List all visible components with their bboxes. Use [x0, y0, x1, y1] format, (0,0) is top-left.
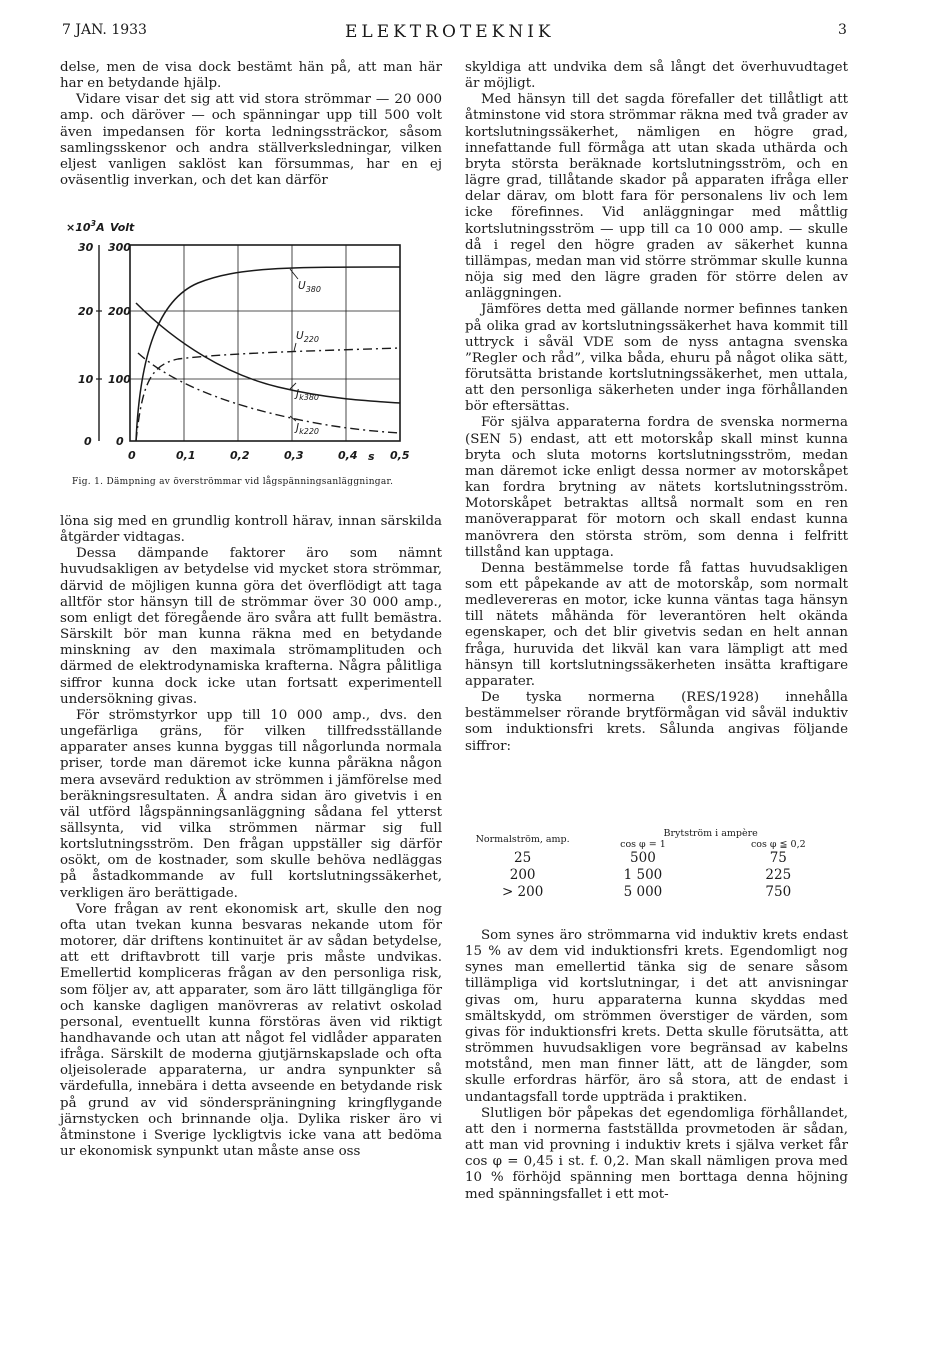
label-leader: [290, 269, 298, 279]
y-right-tick: 200: [108, 305, 131, 318]
table-header-cos02: cos φ ≦ 0,2: [750, 839, 806, 850]
breaking-current-table: [470, 828, 846, 901]
y-right-tick: 300: [108, 241, 131, 254]
curve-jk220: [138, 353, 400, 433]
table-cell: 75: [769, 850, 787, 866]
paragraph: Vore frågan av rent ekonomisk art, skulle den nog ofta utan tvekan kunna besvaras nekande utom för motorer, där driftens kontinuitet är av sådan betydelse, att ett driftavbrott till varje pris måste undvikas. Emellertid kompliceras frågan av den personliga risk, som följer av, att apparater, som äro lätt tillgängliga för och kanske dagligen manövreras av relativt oskolad personal, eventuellt kunna förstöras även vid riktigt handhavande och utan att något fel vidlåder apparaten ifråga. Särskilt de moderna gjutjärnskapslade och ofta oljeisolerade apparaterna, ur andra synpunkter så värdefulla, innebära i detta avseende en betydande risk på grund av vid sönderspräningning kringflygande järnstycken och brinnande olja. Dylika risker äro vi åtminstone i Sverige lyckligtvis icke vana att bedöma ur ekonomisk synpunkt utan måste anse oss: [60, 901, 442, 1160]
table-row: [470, 850, 846, 867]
table-cell: 25: [514, 850, 532, 866]
label-jk380: $J_{k380}$: [296, 388, 320, 402]
paragraph: Som synes äro strömmarna vid induktiv krets endast 15 % av dem vid induktionsfri krets. Egendomligt nog synes man emellertid tänka sig de senare såsom tillämpliga vid kortslutningar, i det att anvisningar givas om, huru apparaterna kunna skyddas med smältskydd, om strömmen överstiger de värden, som givas för induktionsfri krets. Detta skulle förutsätta, att strömmen huvudsakligen vore begränsad av kabelns motstånd, men man finner lätt, att de längder, som skulle erfordras härför, äro så stora, att de endast i undantagsfall torde uppträda i praktiken.: [465, 928, 848, 1105]
paragraph: De tyska normerna (RES/1928) innehålla bestämmelser rörande brytförmågan vid såväl induktiv som induktionsfri krets. Sålunda angivas följande siffror:: [465, 690, 848, 754]
label-jk220: $J_{k220}$: [296, 422, 320, 436]
x-tick: 0,3: [284, 449, 304, 462]
figure-caption: Fig. 1. Dämpning av överströmmar vid lågspänningsanläggningar.: [72, 477, 394, 487]
paragraph: skyldiga att undvika dem så långt det överhuvudtaget är möjligt.: [465, 60, 848, 92]
x-tick: 0,1: [176, 449, 196, 462]
paragraph: Slutligen bör påpekas det egendomliga förhållandet, att den i normerna fastställda provmetoden är sådan, att man vid provning i induktiv krets i själva verket får cos φ = 0,45 i st. f. 0,2. Man skall nämligen prova med 10 % förhöjd spänning men borttaga denna höjning med spänningsfallet i ett mot-: [465, 1105, 848, 1202]
table-cell: 500: [630, 850, 656, 866]
left-column-top: [60, 60, 442, 189]
y-right-tick: 0: [116, 435, 124, 448]
paragraph: För själva apparaterna fordra de svenska normerna (SEN 5) endast, att ett motorskåp skall minst kunna bryta och sluta motorns kortslutningsström, medan man däremot icke enligt dessa normer av motorskåpet kan fordra brytning av nätets kortslutningsström. Motorskåpet betraktas alltså normalt som en ren manöverapparat för motorn och skall endast kunna manövrera den största ström, som denna i felfritt tillstånd kan upptaga.: [465, 415, 848, 560]
table-cell: 750: [765, 884, 792, 900]
table-cell: 225: [765, 867, 792, 883]
y-left-tick: 10: [78, 373, 94, 386]
right-column-bottom: [465, 928, 848, 1203]
page-number: 3: [838, 22, 847, 38]
table-cell: > 200: [501, 884, 544, 900]
x-tick: 0,4: [338, 449, 358, 462]
x-tick: 0,2: [230, 449, 250, 462]
figure-damping-chart: [58, 205, 446, 485]
paragraph: Denna bestämmelse torde få fattas huvudsakligen som ett påpekande av att de motorskåp, som normalt medlevereras en motor, icke kunna väntas taga hänsyn till nätets måhända för leverantören helt okända egenskaper, och det blir givetvis sedan en helt annan fråga, huruvida det likväl kan vara lämpligt att med hänsyn till kortslutningssäkerheten insätta kraftigare apparater.: [465, 560, 848, 689]
y-right-tick: 100: [108, 373, 131, 386]
paragraph: För strömstyrkor upp till 10 000 amp., dvs. den ungefärliga gräns, för vilken tillfredsställande apparater anses kunna byggas till någorlunda normala priser, torde man däremot icke kunna påräkna någon mera avsevärd reduktion av strömmen i jämförelse med beräkningsresultaten. Å andra sidan äro givetvis i en väl utförd lågspänningsanläggning sådana fel ytterst sällsynta, vid vilka strömmen närmar sig full kortslutningsström. Den frågan uppställer sig därför osökt, om de kostnader, som skulle behöva nedläggas på åstadkommande av full kortslutningssäkerhet, verkligen äro berättigade.: [60, 707, 442, 901]
header-date: 7 JAN. 1933: [62, 22, 147, 38]
table-row: [470, 867, 846, 884]
journal-title: ELEKTROTEKNIK: [345, 22, 555, 42]
curve-u220: [136, 348, 400, 441]
table-cell: 200: [509, 867, 536, 883]
x-unit: s: [368, 450, 375, 463]
paragraph: löna sig med en grundlig kontroll härav, innan särskilda åtgärder vidtagas.: [60, 514, 442, 546]
curve-u380: [136, 267, 400, 441]
chart-svg: [58, 205, 446, 475]
label-leader: [294, 343, 296, 351]
x-tick: 0,5: [390, 449, 410, 462]
paragraph: Jämföres detta med gällande normer befinnes tanken på olika grad av kortslutningssäkerhet hava kommit till uttryck i såväl VDE som de nyss antagna svenska ”Regler och råd”, vilka båda, ehuru på något olika sätt, förutsätta bristande kortslutningssäkerhet, men uttala, att den personliga säkerheten under inga förhållanden bör eftersättas.: [465, 302, 848, 415]
paragraph: Vidare visar det sig att vid stora strömmar — 20 000 amp. och däröver — och spänningar upp till 500 volt även impedansen för korta ledningssträckor, såsom samlingsskenor och andra ställverksledningar, vilken eljest vanligen saklöst kan försummas, har en ej oväsentlig inverkan, och det kan därför: [60, 92, 442, 189]
unit-label-current: $\times 10^3A$: [66, 219, 105, 234]
table-header-normal-current: Normalström, amp.: [475, 833, 570, 845]
left-column-bottom: [60, 514, 442, 1160]
paragraph: delse, men de visa dock bestämt hän på, att man här har en betydande hjälp.: [60, 60, 442, 92]
unit-label-volt: Volt: [110, 221, 135, 234]
table-cell: 1 500: [623, 867, 663, 883]
y-left-tick: 20: [78, 305, 94, 318]
table-row: [470, 884, 846, 901]
y-left-tick: 0: [84, 435, 92, 448]
paragraph: Dessa dämpande faktorer äro som nämnt huvudsakligen av betydelse vid mycket stora strömmar, därvid de möjligen kunna göra det överflödigt att taga alltför stor hänsyn till de strömmar över 30 000 amp., som enligt det föregående äro svåra att fullt bemästra. Särskilt bör man kunna räkna med en betydande minskning av den maximala strömamplituden och därmed de elektrodynamiska krafterna. Några pålitliga siffror kunna dock icke utan fortsatt experimentell undersökning givas.: [60, 546, 442, 707]
paragraph: Med hänsyn till det sagda förefaller det tillåtligt att åtminstone vid stora strömmar räkna med två grader av kortslutningssäkerhet, nämligen en högre grad, innefattande full förmåga att utan skada uthärda och bryta största beräknade kortslutningsström, och en lägre grad, tillåtande skador på apparaten ifråga eller delar därav, om blott fara för personalens liv och lem icke förefinnes. Vid anläggningar med måttlig kortslutningsström — upp till ca 10 000 amp. — skulle då i regel den högre graden av säkerhet kunna tillämpas, medan man vid större strömmar skulle kunna nöja sig med den lägre graden för större delen av anläggningen.: [465, 92, 848, 302]
right-column-top: [465, 60, 848, 755]
table-cell: 5 000: [623, 884, 663, 900]
x-tick: 0: [128, 449, 136, 462]
y-left-tick: 30: [78, 241, 94, 254]
table-header-cos1: cos φ = 1: [620, 839, 666, 850]
curve-jk380: [136, 303, 400, 403]
label-u220: $U_{220}$: [296, 330, 319, 344]
label-u380: $U_{380}$: [298, 280, 321, 294]
table-header-group: Brytström i ampère: [663, 828, 758, 839]
